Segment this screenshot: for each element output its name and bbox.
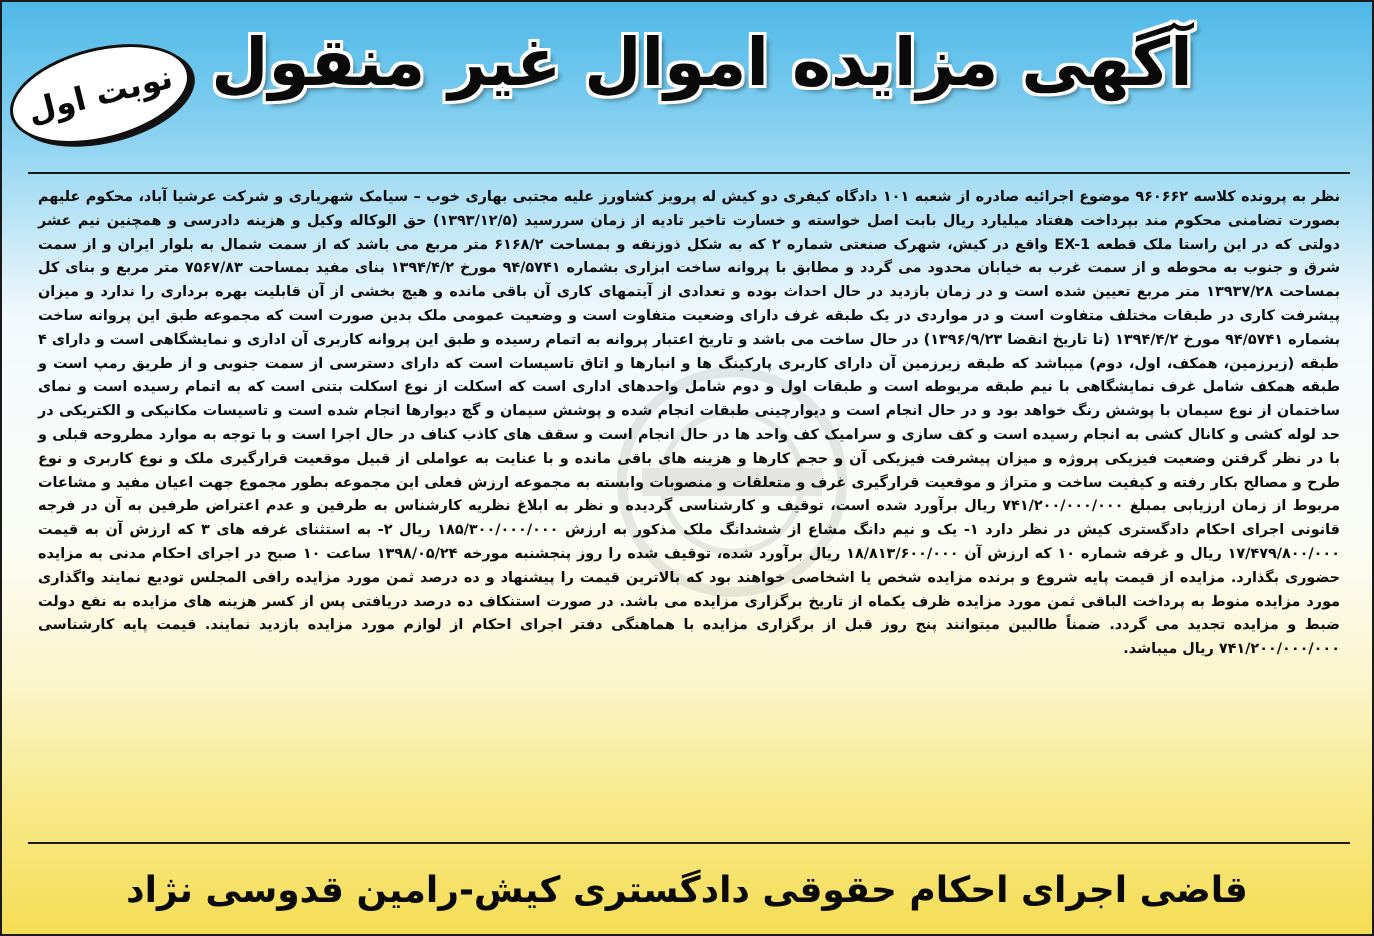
signature-line: قاضی اجرای احکام حقوقی دادگستری کیش-رامین قدوسی نژاد: [126, 869, 1248, 911]
notice-title: آگهی مزایده اموال غیر منقول: [211, 23, 1193, 101]
body-line: وکیل و هزینه دادرسی و همچنین نیم عشر دولتی که در این راستا ملک قطعه EX-1 واقع در کیش، شهرک صنعتی شماره ۲ که به شکل ذوزنقه و بمساحت ۶۱۶۸/۲: [38, 212, 1340, 253]
body-line: عرشیا آباد، محکوم علیهم بصورت تضامنی محکوم مند بپرداخت هفتاد میلیارد ریال بابت اصل خواسته و خسارت تاخیر تادیه از زمان سررسید (۱۳۹۳/۱۲/۵) حق الوکاله: [38, 189, 1341, 229]
body-line: انقضا ۱۳۹۶/۹/۲۳) در حال ساخت می باشد و تاریخ اعتبار پروانه به اتمام رسیده و طبق این پروانه کاربری آن اداری و نمایشگاهی است و دارای ۴ طبقه (زیرزمین،: [38, 331, 1339, 372]
body-line: قیمت پایه شروع و برنده مزایده شخص یا اشخاصی خواهند بود که بالاترین قیمت را پیشنهاد و ده درصد ثمن مورد مزایده رافی المجلس تودیع نمایند واگذاری مورد: [38, 569, 1340, 610]
body-line: به نفع دولت ضبط و مزایده تجدید می گردد. ضمناً طالبین میتوانند پنج روز قبل از برگزاری مزایده با هماهنگی دفتر اجرای احکام از لوازم مورد مزایده بازدید نمایند.: [38, 593, 1340, 634]
notice-body-frame: [28, 172, 1350, 844]
body-line: طبقه همکف شامل غرف نمایشگاهی با نیم طبقه مربوطه است و طبقات اول و دوم شامل واحدهای اداری است که اسکلت از نوع اسکلت بتنی است که به اتمام رسیده: [127, 379, 1340, 396]
body-line: آن ۱۸/۸۱۳/۶۰۰/۰۰۰ ریال برآورد شده، توقیف شده را روز پنجشنبه مورخه ۱۳۹۸/۰۵/۲۴ ساعت ۱۰ صبح در اجرای احکام مدنی به مزایده حضوری بگذارد. مزایده از: [38, 545, 1340, 586]
body-line: متر مربع می باشد که از سمت شمال به بلوار ایران و از سمت شرق و جنوب به محوطه و از سمت غرب به خیابان محدود می گردد و مطابق با پروانه ساخت ابزاری: [38, 236, 1341, 277]
body-line: دانگ مشاع از ششدانگ ملک مذکور به ارزش ۱۸۵/۳۰۰/۰۰۰/۰۰۰ ریال ۲- به استثنای غرفه های ۳ که ارزش آن به قیمت ۱۷/۴۷۹/۸۰۰/۰۰۰ ریال و غرفه شماره ۱۰ که ارزش: [38, 522, 1340, 562]
body-line: به عواملی از قبیل موقعیت قرارگیری ملک و نوع کاربری و نوع طرح و مصالح بکار رفته و کیفیت ساخت و متراژ و موقعیت قرارگیری غرف و متعلقات و منصوبات: [38, 450, 1341, 491]
body-line: همکف، اول، دوم) میباشد که طبقه زیرزمین آن دارای کاربری پارکینگ ها و انبارها و اتاق تاسیسات است که دارای دسترسی از سمت جنوبی و از طریق رمپ است و: [38, 355, 1218, 372]
body-line: تاسیسات مکانیکی و الکتریکی در حد لوله کشی و کانال کشی به انجام رسیده است و کف سازی و سرامیک کف واحد ها در حال انجام است و سقف های کاذب کناف در: [38, 403, 1340, 443]
body-line: قیمت پایه کارشناسی ۷۴۱/۲۰۰/۰۰۰/۰۰۰ ریال میباشد.: [38, 617, 1340, 658]
notice-body: [38, 186, 1340, 662]
badge-label: نوبت اول: [23, 57, 177, 131]
body-line: یک طبقه غرف دارای وضعیت متفاوت است و وضعیت عمومی ملک بدین صورت است که مجموعه طبق این پروانه ساخت بشماره ۹۴/۵۷۴۱ مورخ ۱۳۹۴/۴/۲ (تا تاریخ: [38, 307, 1341, 348]
body-line: حال اجرا است و با توجه به موارد مطروحه قبلی و با در نظر گرفتن وضعیت فیزیکی پروژه و میزان پیشرفت فیزیکی آن و حجم کارها و هزینه های باقی مانده و با عنایت: [38, 426, 1341, 467]
round-badge: [0, 27, 200, 161]
body-line: بوده و تعدادی از آیتمهای کاری آن باقی مانده و هیچ بخشی از آن قابلیت بهره برداری را ندارد و میزان پیشرفت کاری در طبقات مختلف متفاوت است و در مواردی در: [38, 284, 1340, 324]
body-line: بشماره ۹۴/۵۷۴۱ مورخ ۱۳۹۴/۴/۲ بنای مفید بمساحت ۷۵۶۷/۸۳ متر مربع و بنای کل بمساحت ۱۳۹۳۷/۲۸ متر مربع تعیین شده است و در زمان بازدید در حال احداث: [38, 260, 1340, 301]
body-line: وابسته به مجموعه ارزش فعلی این مجموعه بطور مجموع جهت اعیان مفید و مشاعات مربوط از زمان ارزیابی بمبلغ ۷۴۱/۲۰۰/۰۰۰/۰۰۰ ریال برآورد شده است، توقیف: [38, 474, 1340, 515]
body-line: نظر به پرونده کلاسه ۹۶۰۶۶۲ موضوع اجرائیه صادره از شعبه ۱۰۱ دادگاه کیفری دو کیش له پرویز کشاورز علیه مجتبی بهاری خوب – سیامک شهریاری و شرکت: [216, 189, 1340, 205]
body-line: مزایده منوط به پرداخت الباقی ثمن مورد مزایده ظرف یکماه از تاریخ برگزاری مزایده می باشد. در صورت استنکاف ده درصد دریافتی پس از کسر هزینه های مزایده: [126, 593, 1301, 610]
body-line: و کارشناسی گردیده و نظر به ابلاغ نظریه کارشناس به طرفین و عدم اعتراض طرفین به آن در فرجه قانونی اجرای احکام دادگستری کیش در نظر دارد ۱- یک و نیم: [38, 498, 1340, 539]
body-line: است و نمای ساختمان از نوع سیمان با پوشش رنگ خواهد بود و در حال انجام است و دیوارچینی طبقات انجام شده و پوشش سیمان و گچ دیوارها انجام شده است و: [38, 379, 1340, 420]
